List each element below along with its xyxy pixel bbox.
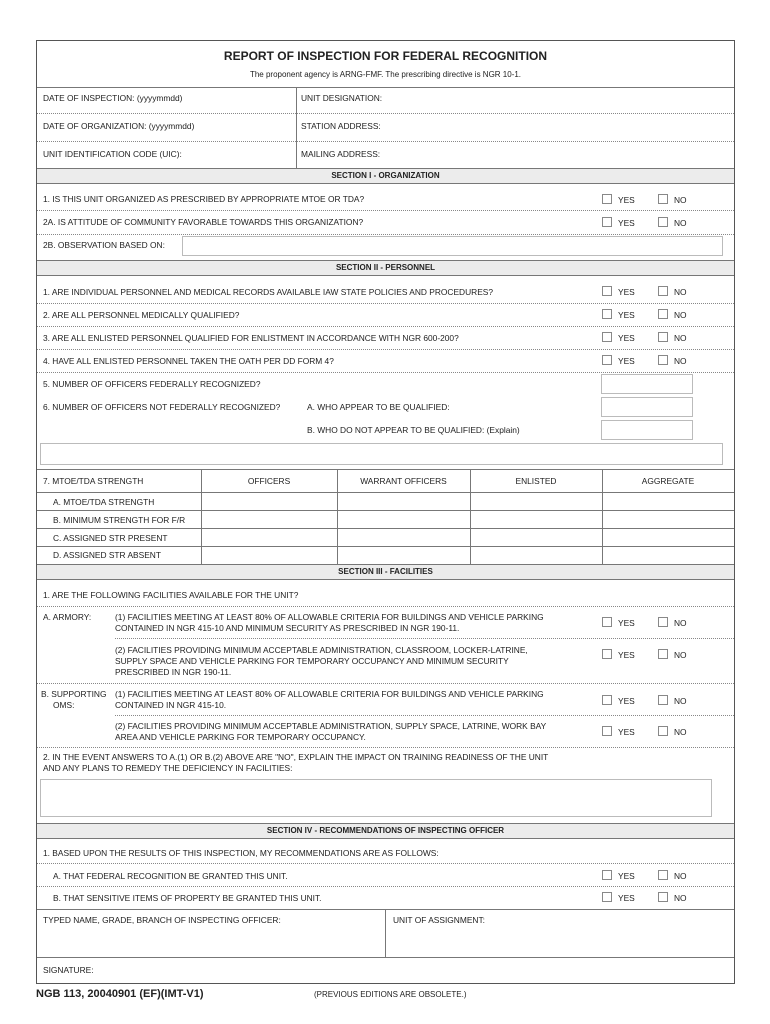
mailing-address-label: MAILING ADDRESS:: [301, 149, 381, 159]
no-label: NO: [674, 218, 687, 228]
table-header-strength: 7. MTOE/TDA STRENGTH: [43, 476, 144, 486]
no-label: NO: [674, 727, 687, 737]
s2-q1-text: 1. ARE INDIVIDUAL PERSONNEL AND MEDICAL RECORDS AVAILABLE IAW STATE POLICIES AND PROCEDURES?: [43, 287, 494, 297]
yes-label: YES: [618, 871, 635, 881]
s2-q4-yes-checkbox[interactable]: [602, 355, 612, 365]
divider: [37, 349, 734, 350]
s1-q2a-no-checkbox[interactable]: [658, 217, 668, 227]
s4-q1-text: 1. BASED UPON THE RESULTS OF THIS INSPECTION, MY RECOMMENDATIONS ARE AS FOLLOWS:: [43, 848, 439, 858]
divider: [37, 546, 734, 547]
s1-q1-yes-checkbox[interactable]: [602, 194, 612, 204]
a2-yes-checkbox[interactable]: [602, 649, 612, 659]
table-row-label: C. ASSIGNED STR PRESENT: [53, 533, 168, 543]
yes-label: YES: [618, 356, 635, 366]
signature-label: SIGNATURE:: [43, 965, 94, 975]
divider: [37, 210, 734, 211]
b1-yes-checkbox[interactable]: [602, 695, 612, 705]
form-number: NGB 113, 20040901 (EF)(IMT-V1): [36, 988, 204, 1000]
divider: [37, 87, 734, 88]
unit-designation-label: UNIT DESIGNATION:: [301, 93, 383, 103]
yes-label: YES: [618, 650, 635, 660]
s1-q2a-yes-checkbox[interactable]: [602, 217, 612, 227]
yes-label: YES: [618, 618, 635, 628]
no-label: NO: [674, 195, 687, 205]
s2-q4-text: 4. HAVE ALL ENLISTED PERSONNEL TAKEN THE OATH PER DD FORM 4?: [43, 356, 334, 366]
oms-label-line2: OMS:: [53, 700, 75, 710]
s2-q6b-text: B. WHO DO NOT APPEAR TO BE QUALIFIED: (Explain): [307, 425, 520, 435]
inspection-form: [36, 40, 735, 984]
s1-q2a-text: 2A. IS ATTITUDE OF COMMUNITY FAVORABLE TOWARDS THIS ORGANIZATION?: [43, 217, 364, 227]
s2-q4-no-checkbox[interactable]: [658, 355, 668, 365]
s4-qa-text: A. THAT FEDERAL RECOGNITION BE GRANTED THIS UNIT.: [53, 871, 288, 881]
divider: [602, 469, 603, 564]
no-label: NO: [674, 893, 687, 903]
a1-text-line2: CONTAINED IN NGR 415-10 AND MINIMUM SECURITY AS PRESCRIBED IN NGR 190-11.: [115, 623, 460, 633]
s4-qa-yes-checkbox[interactable]: [602, 870, 612, 880]
divider: [115, 638, 734, 639]
b1-text-line2: CONTAINED IN NGR 415-10.: [115, 700, 227, 710]
b2-no-checkbox[interactable]: [658, 726, 668, 736]
s2-q5-text: 5. NUMBER OF OFFICERS FEDERALLY RECOGNIZED?: [43, 379, 261, 389]
divider: [37, 863, 734, 864]
b1-no-checkbox[interactable]: [658, 695, 668, 705]
observation-input[interactable]: [182, 236, 723, 256]
table-header-enlisted: ENLISTED: [515, 476, 557, 486]
s2-q3-text: 3. ARE ALL ENLISTED PERSONNEL QUALIFIED FOR ENLISTMENT IN ACCORDANCE WITH NGR 600-200?: [43, 333, 459, 343]
divider: [37, 886, 734, 887]
divider: [37, 372, 734, 373]
divider: [115, 715, 734, 716]
officers-qualified-input[interactable]: [601, 397, 693, 417]
s4-qb-text: B. THAT SENSITIVE ITEMS OF PROPERTY BE GRANTED THIS UNIT.: [53, 893, 322, 903]
a1-yes-checkbox[interactable]: [602, 617, 612, 627]
table-header-aggregate: AGGREGATE: [641, 476, 695, 486]
divider: [37, 141, 734, 142]
s3-q1-text: 1. ARE THE FOLLOWING FACILITIES AVAILABLE FOR THE UNIT?: [43, 590, 299, 600]
s2-q2-no-checkbox[interactable]: [658, 309, 668, 319]
no-label: NO: [674, 310, 687, 320]
s1-q1-no-checkbox[interactable]: [658, 194, 668, 204]
section-2-title: SECTION II - PERSONNEL: [335, 263, 436, 272]
divider: [37, 510, 734, 511]
form-subtitle: The proponent agency is ARNG-FMF. The prescribing directive is NGR 10-1.: [249, 70, 522, 79]
divider: [201, 469, 202, 564]
yes-label: YES: [618, 696, 635, 706]
b2-yes-checkbox[interactable]: [602, 726, 612, 736]
s2-q1-no-checkbox[interactable]: [658, 286, 668, 296]
station-address-label: STATION ADDRESS:: [301, 121, 381, 131]
yes-label: YES: [618, 287, 635, 297]
section-1-title: SECTION I - ORGANIZATION: [331, 171, 440, 180]
obsolete-note: (PREVIOUS EDITIONS ARE OBSOLETE.): [314, 990, 467, 999]
divider: [37, 234, 734, 235]
s4-qb-no-checkbox[interactable]: [658, 892, 668, 902]
typed-name-label: TYPED NAME, GRADE, BRANCH OF INSPECTING OFFICER:: [43, 915, 281, 925]
b2-text-line2: AREA AND VEHICLE PARKING FOR TEMPORARY OCCUPANCY.: [115, 732, 366, 742]
s2-q3-no-checkbox[interactable]: [658, 332, 668, 342]
s4-qa-no-checkbox[interactable]: [658, 870, 668, 880]
divider: [37, 303, 734, 304]
table-header-officers: OFFICERS: [247, 476, 291, 486]
form-title: REPORT OF INSPECTION FOR FEDERAL RECOGNITION: [223, 49, 548, 63]
divider: [37, 528, 734, 529]
section-3-header: [37, 564, 734, 580]
b1-text-line1: (1) FACILITIES MEETING AT LEAST 80% OF ALLOWABLE CRITERIA FOR BUILDINGS AND VEHICLE PARKING: [115, 689, 544, 699]
divider: [296, 87, 297, 168]
no-label: NO: [674, 871, 687, 881]
uic-label: UNIT IDENTIFICATION CODE (UIC):: [43, 149, 182, 159]
table-row-label: D. ASSIGNED STR ABSENT: [53, 550, 161, 560]
divider: [37, 957, 734, 958]
no-label: NO: [674, 333, 687, 343]
no-label: NO: [674, 696, 687, 706]
officers-recognized-input[interactable]: [601, 374, 693, 394]
s4-qb-yes-checkbox[interactable]: [602, 892, 612, 902]
divider: [37, 326, 734, 327]
a2-no-checkbox[interactable]: [658, 649, 668, 659]
yes-label: YES: [618, 195, 635, 205]
section-2-header: [37, 260, 734, 276]
s1-q2b-text: 2B. OBSERVATION BASED ON:: [43, 240, 165, 250]
divider: [37, 747, 734, 748]
divider: [37, 469, 734, 470]
facilities-explain-input[interactable]: [40, 779, 712, 817]
divider: [385, 909, 386, 957]
yes-label: YES: [618, 333, 635, 343]
a2-text-line2: SUPPLY SPACE AND VEHICLE PARKING FOR TEMPORARY OCCUPANCY AND MINIMUM SECURITY: [115, 656, 509, 666]
yes-label: YES: [618, 218, 635, 228]
armory-label: A. ARMORY:: [43, 612, 92, 622]
s3-q2-line2: AND ANY PLANS TO REMEDY THE DEFICIENCY IN FACILITIES:: [43, 763, 293, 773]
yes-label: YES: [618, 310, 635, 320]
a1-no-checkbox[interactable]: [658, 617, 668, 627]
officers-not-qualified-input[interactable]: [601, 420, 693, 440]
date-of-organization-label: DATE OF ORGANIZATION: (yyyymmdd): [43, 121, 195, 131]
a1-text-line1: (1) FACILITIES MEETING AT LEAST 80% OF ALLOWABLE CRITERIA FOR BUILDINGS AND VEHICLE PARKING: [115, 612, 544, 622]
date-of-inspection-label: DATE OF INSPECTION: (yyyymmdd): [43, 93, 183, 103]
divider: [37, 113, 734, 114]
no-label: NO: [674, 287, 687, 297]
divider: [337, 469, 338, 564]
s2-q6-text: 6. NUMBER OF OFFICERS NOT FEDERALLY RECOGNIZED?: [43, 402, 281, 412]
table-row-label: A. MTOE/TDA STRENGTH: [53, 497, 155, 507]
no-label: NO: [674, 618, 687, 628]
s3-q2-line1: 2. IN THE EVENT ANSWERS TO A.(1) OR B.(2) ABOVE ARE "NO", EXPLAIN THE IMPACT ON TRAINING READINESS OF THE UNIT: [43, 752, 549, 762]
yes-label: YES: [618, 727, 635, 737]
b2-text-line1: (2) FACILITIES PROVIDING MINIMUM ACCEPTABLE ADMINISTRATION, SUPPLY SPACE, LATRINE, WORK BAY: [115, 721, 547, 731]
oms-label-line1: B. SUPPORTING: [41, 689, 107, 699]
divider: [37, 683, 734, 684]
s2-q1-yes-checkbox[interactable]: [602, 286, 612, 296]
table-header-warrant: WARRANT OFFICERS: [360, 476, 447, 486]
section-4-title: SECTION IV - RECOMMENDATIONS OF INSPECTING OFFICER: [266, 826, 505, 835]
a2-text-line3: PRESCRIBED IN NGR 190-11.: [115, 667, 232, 677]
a2-text-line1: (2) FACILITIES PROVIDING MINIMUM ACCEPTABLE ADMINISTRATION, CLASSROOM, LOCKER-LATRINE,: [115, 645, 528, 655]
section-4-header: [37, 823, 734, 839]
no-label: NO: [674, 356, 687, 366]
s2-q2-yes-checkbox[interactable]: [602, 309, 612, 319]
no-label: NO: [674, 650, 687, 660]
explain-input[interactable]: [40, 443, 723, 465]
section-1-header: [37, 168, 734, 184]
table-row-label: B. MINIMUM STRENGTH FOR F/R: [53, 515, 186, 525]
yes-label: YES: [618, 893, 635, 903]
divider: [37, 492, 734, 493]
divider: [470, 469, 471, 564]
section-3-title: SECTION III - FACILITIES: [338, 567, 433, 576]
unit-of-assignment-label: UNIT OF ASSIGNMENT:: [393, 915, 485, 925]
s2-q2-text: 2. ARE ALL PERSONNEL MEDICALLY QUALIFIED?: [43, 310, 240, 320]
s2-q6a-text: A. WHO APPEAR TO BE QUALIFIED:: [307, 402, 450, 412]
s2-q3-yes-checkbox[interactable]: [602, 332, 612, 342]
s1-q1-text: 1. IS THIS UNIT ORGANIZED AS PRESCRIBED BY APPROPRIATE MTOE OR TDA?: [43, 194, 365, 204]
divider: [37, 606, 734, 607]
